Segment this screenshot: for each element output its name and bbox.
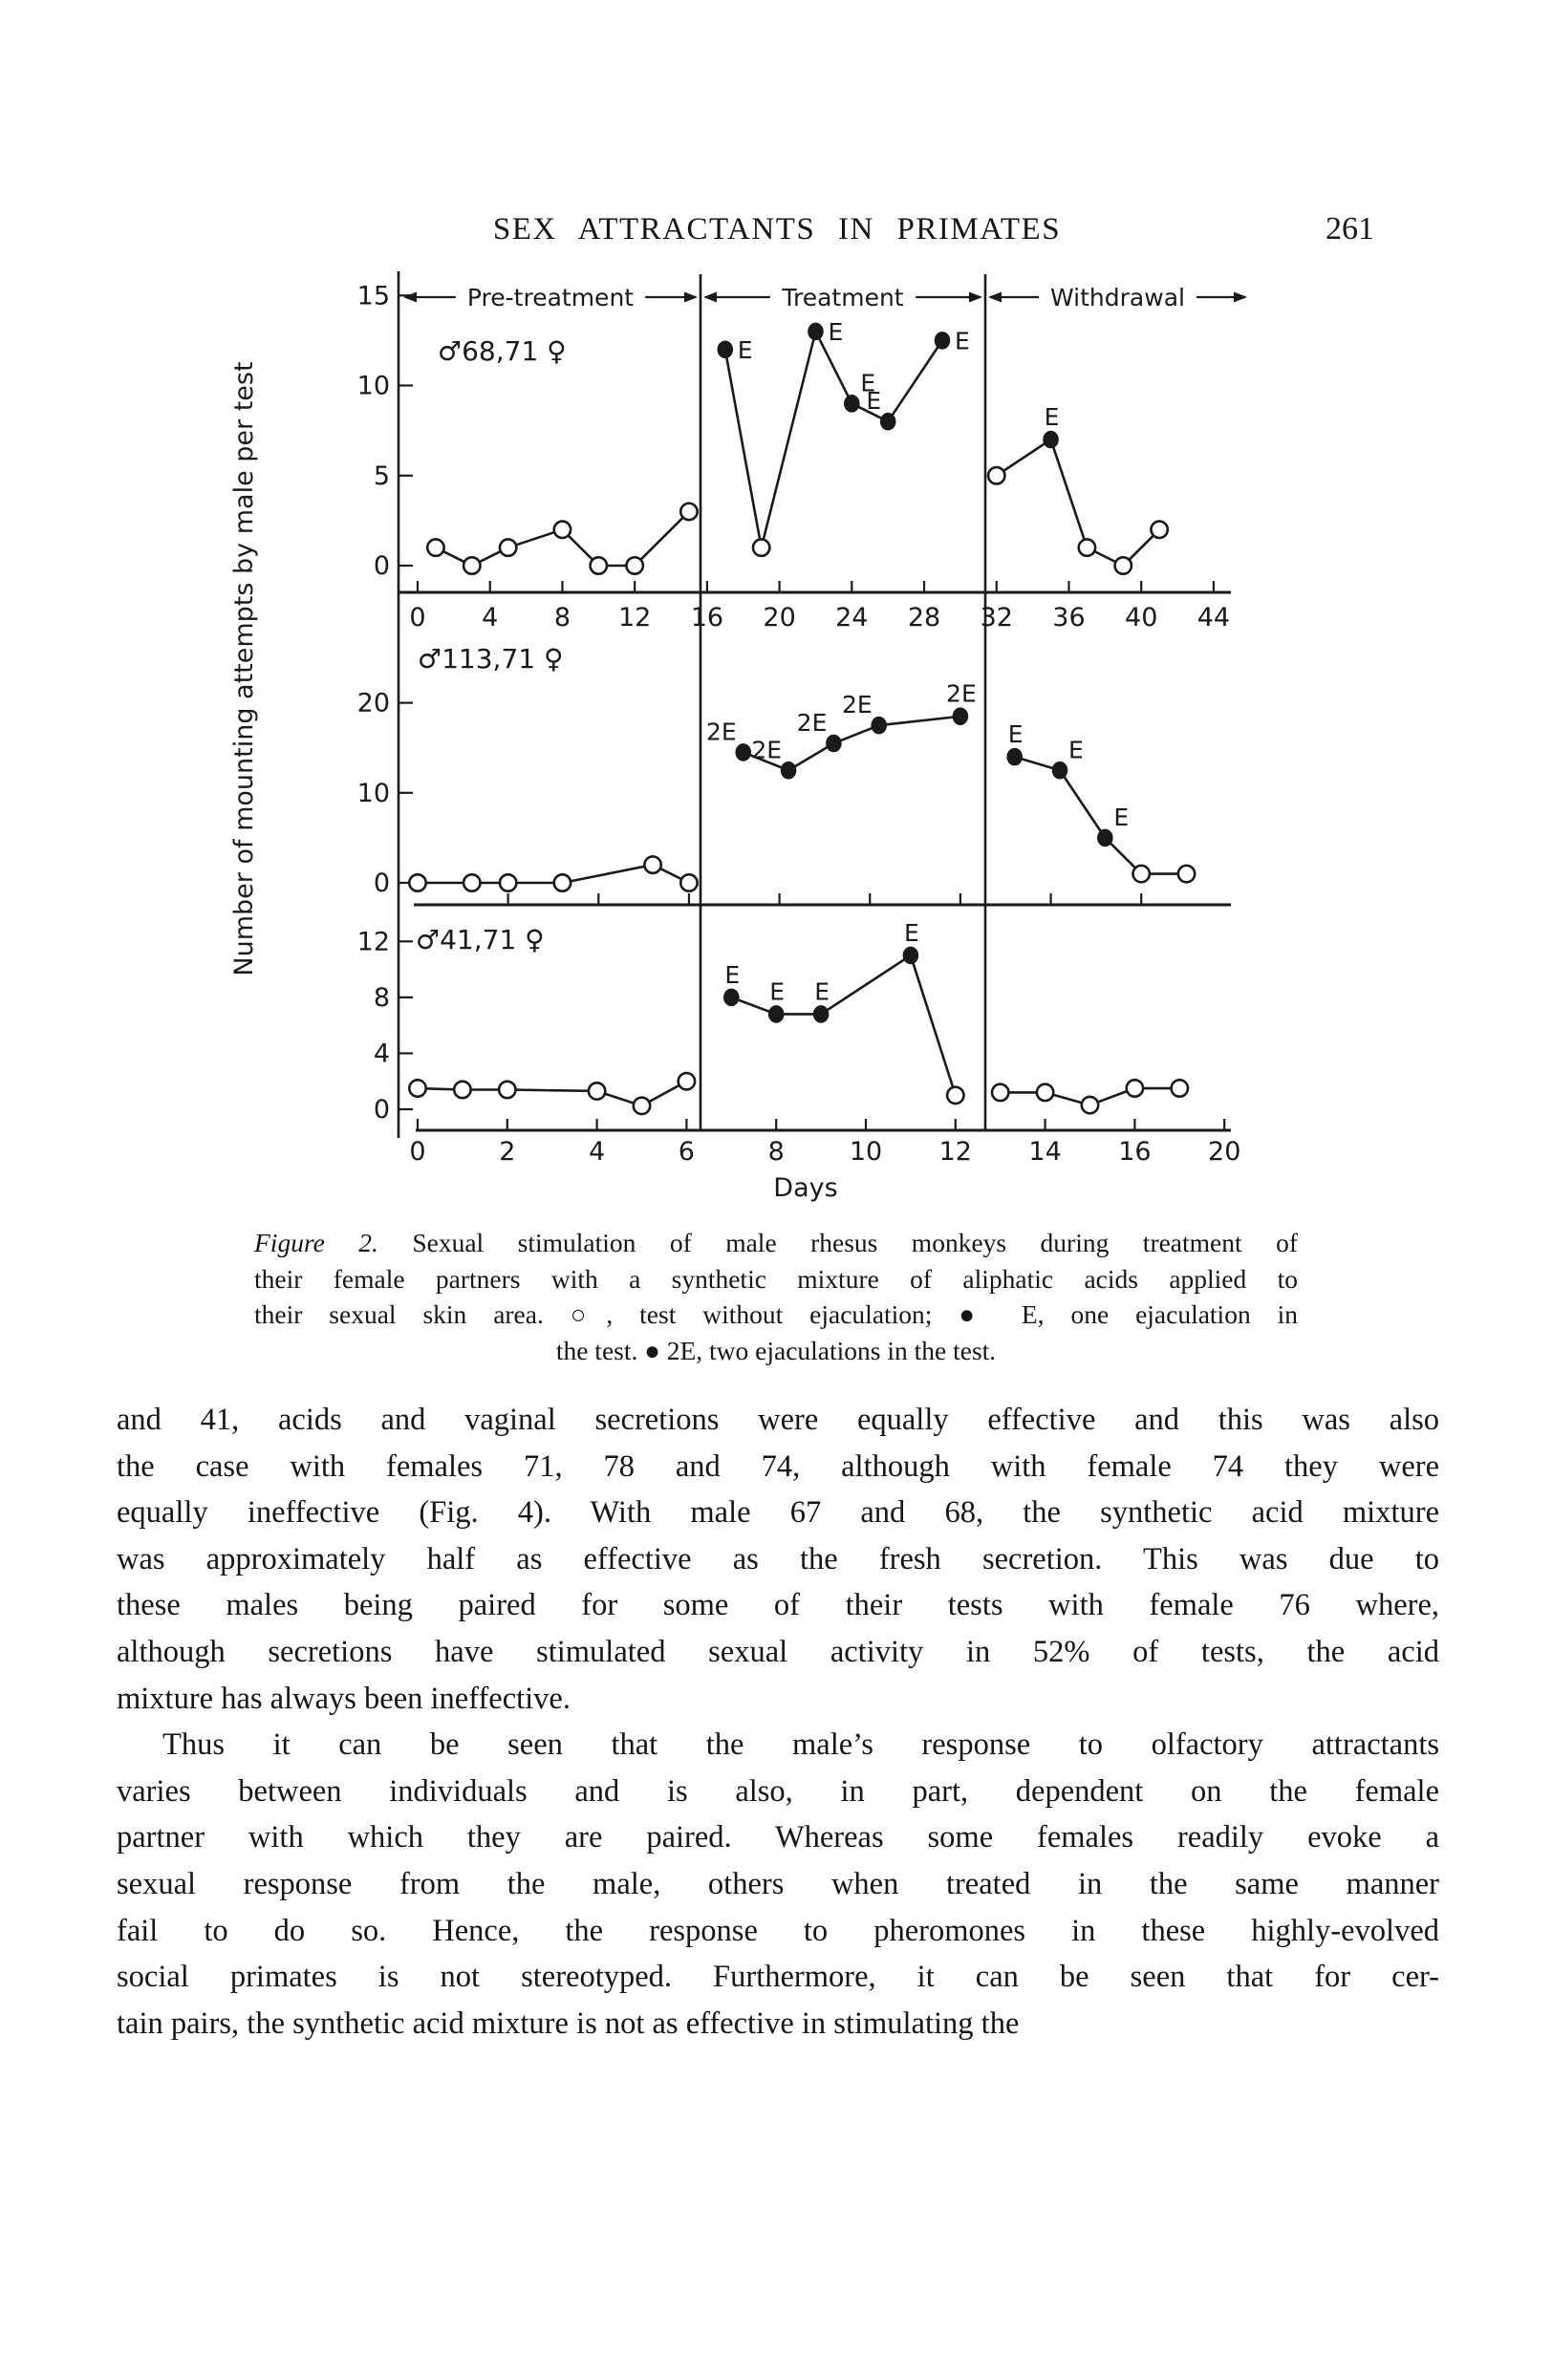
data-point-filled — [826, 735, 842, 753]
data-point-open — [1082, 1097, 1098, 1113]
y-tick-label: 12 — [356, 927, 390, 957]
point-label: 2E — [946, 679, 977, 708]
x-tick-label: 12 — [938, 1137, 972, 1167]
data-point-open — [1172, 1080, 1188, 1096]
point-label: E — [1007, 720, 1024, 749]
x-tick-label: 14 — [1028, 1137, 1062, 1167]
y-tick-label: 8 — [373, 982, 390, 1013]
x-tick-label: 4 — [482, 603, 499, 633]
data-point-open — [644, 856, 660, 872]
body-line: although secretions have stimulated sexual activity in 52% of tests, the acid — [117, 1634, 1439, 1669]
data-point-open — [499, 1082, 515, 1098]
body-line: Thus it can be seen that the male’s response to olfactory attractants — [162, 1727, 1439, 1763]
data-point-open — [679, 1073, 695, 1089]
x-tick-label: 20 — [763, 603, 796, 633]
y-tick-label: 0 — [373, 868, 390, 898]
phase-label: Treatment — [782, 284, 904, 311]
arrow-head-right — [684, 292, 698, 303]
body-line: the case with females 71, 78 and 74, although with female 74 they were — [117, 1448, 1439, 1484]
data-point-open — [1127, 1080, 1143, 1096]
data-point-open — [753, 539, 769, 555]
phase-label: Withdrawal — [1050, 284, 1185, 311]
data-point-open — [554, 874, 571, 890]
point-label: 2E — [751, 736, 783, 764]
x-tick-label: 8 — [553, 603, 571, 633]
point-label: E — [724, 960, 741, 989]
x-tick-label: 6 — [678, 1137, 695, 1167]
figure-2 — [220, 162, 1328, 1225]
pair-label: ♂68,71 ♀ — [438, 335, 567, 367]
data-point-open — [680, 504, 697, 520]
y-tick-label: 10 — [356, 371, 390, 401]
data-point-filled — [1006, 748, 1023, 766]
y-tick-label: 15 — [356, 281, 390, 311]
point-label: E — [860, 369, 876, 397]
data-point-filled — [808, 323, 824, 341]
caption-line: Figure 2. Sexual stimulation of male rhesus monkeys during treatment of — [254, 1228, 1298, 1257]
data-point-open — [1115, 557, 1132, 573]
data-point-open — [634, 1098, 650, 1114]
x-tick-label: 4 — [589, 1137, 606, 1167]
x-tick-label: 28 — [907, 603, 941, 633]
y-tick-label: 5 — [373, 461, 390, 491]
data-point-filled — [844, 395, 860, 413]
y-tick-label: 4 — [373, 1039, 390, 1069]
data-point-open — [1133, 866, 1150, 882]
body-line: and 41, acids and vaginal secretions were equally effective and this was also — [117, 1403, 1439, 1437]
y-tick-label: 0 — [373, 551, 390, 581]
x-tick-label: 40 — [1125, 603, 1158, 633]
arrow-head-left — [703, 292, 717, 303]
data-point-filled — [768, 1005, 785, 1023]
x-tick-label: 16 — [690, 603, 724, 633]
data-point-open — [463, 557, 480, 573]
figure-label: Figure 2. — [254, 1228, 378, 1257]
x-tick-label: 16 — [1118, 1137, 1152, 1167]
data-point-open — [1178, 866, 1195, 882]
y-tick-label: 20 — [356, 688, 390, 718]
point-label: E — [904, 918, 919, 947]
data-line — [1015, 757, 1187, 873]
caption-line: their female partners with a synthetic mixture of aliphatic acids applied to — [254, 1263, 1298, 1294]
data-point-open — [947, 1087, 963, 1104]
caption-line: their sexual skin area. ○, test without ejaculation; ● E, one ejaculation in — [254, 1299, 1298, 1329]
body-line: partner with which they are paired. Whereas some females readily evoke a — [117, 1820, 1439, 1855]
data-point-filled — [1043, 431, 1059, 449]
body-line: sexual response from the male, others when treated in the same manner — [117, 1866, 1439, 1901]
x-tick-label: 2 — [499, 1137, 516, 1167]
point-label: E — [769, 977, 786, 1006]
point-label: E — [866, 387, 882, 416]
body-line: these males being paired for some of their tests with female 76 where, — [117, 1588, 1439, 1623]
data-point-filled — [723, 989, 740, 1007]
data-point-open — [988, 467, 1004, 483]
point-label: 2E — [706, 718, 737, 746]
data-point-filled — [781, 761, 797, 780]
body-text — [117, 1397, 1439, 2047]
data-point-open — [589, 1083, 605, 1099]
data-point-open — [427, 539, 443, 555]
point-label: E — [828, 317, 844, 346]
data-point-filled — [1097, 829, 1113, 847]
body-line: fail to do so. Hence, the response to pheromones in these highly-evolved — [117, 1913, 1439, 1948]
data-point-filled — [718, 341, 734, 359]
data-point-filled — [880, 413, 896, 431]
data-point-filled — [735, 743, 751, 761]
data-point-filled — [871, 717, 887, 735]
data-point-open — [992, 1084, 1008, 1101]
body-paragraph — [117, 1397, 1439, 1722]
y-axis-title: Number of mounting attempts by male per test — [229, 361, 259, 976]
data-point-open — [680, 874, 697, 890]
body-line: tain pairs, the synthetic acid mixture is not as effective in stimulating the — [117, 2005, 1020, 2041]
x-tick-label: 0 — [409, 1137, 426, 1167]
arrow-head-right — [1234, 292, 1247, 303]
point-label: E — [814, 977, 830, 1006]
data-point-open — [454, 1082, 470, 1098]
data-point-open — [1079, 539, 1095, 555]
body-paragraph — [117, 1722, 1439, 2047]
point-label: E — [1068, 736, 1084, 764]
figure-2-caption — [254, 1225, 1298, 1368]
data-point-open — [463, 874, 480, 890]
pair-label: ♂41,71 ♀ — [416, 924, 545, 955]
phase-label: Pre-treatment — [466, 284, 635, 311]
body-line: mixture has always been ineffective. — [117, 1681, 571, 1716]
point-label: E — [1044, 403, 1060, 432]
running-head-title: SEX ATTRACTANTS IN PRIMATES — [492, 212, 1062, 247]
body-line: varies between individuals and is also, in part, dependent on the female — [117, 1773, 1439, 1809]
data-point-open — [1037, 1084, 1053, 1101]
x-tick-label: 44 — [1196, 603, 1231, 633]
point-label: E — [1113, 803, 1130, 831]
arrow-head-right — [969, 292, 982, 303]
body-line: equally ineffective (Fig. 4). With male 67 and 68, the synthetic acid mixture — [117, 1495, 1439, 1531]
page-number: 261 — [1326, 211, 1374, 247]
data-point-open — [409, 1080, 425, 1096]
x-tick-label: 10 — [849, 1137, 883, 1167]
data-point-open — [554, 522, 571, 538]
data-point-open — [409, 874, 425, 890]
data-point-filled — [1052, 761, 1068, 780]
x-tick-label: 8 — [767, 1137, 785, 1167]
point-label: E — [737, 335, 753, 364]
x-tick-label: 36 — [1052, 603, 1086, 633]
y-tick-label: 0 — [373, 1095, 390, 1125]
data-point-filled — [813, 1005, 830, 1023]
data-point-filled — [935, 332, 951, 350]
x-tick-label: 12 — [617, 603, 652, 633]
data-point-open — [626, 557, 642, 573]
point-label: E — [954, 327, 970, 355]
x-tick-label: 0 — [409, 603, 426, 633]
arrow-head-left — [988, 292, 1002, 303]
data-point-open — [500, 539, 516, 555]
data-point-filled — [903, 947, 919, 965]
data-point-filled — [953, 707, 969, 725]
point-label: 2E — [842, 691, 873, 719]
body-line: social primates is not stereotyped. Furthermore, it can be seen that for cer- — [117, 1960, 1439, 1995]
arrow-head-left — [403, 292, 417, 303]
data-point-open — [591, 557, 607, 573]
data-line — [731, 955, 956, 1095]
y-tick-label: 10 — [356, 778, 390, 808]
x-tick-label: 24 — [835, 603, 869, 633]
caption-line: the test. ● 2E, two ejaculations in the test. — [555, 1335, 997, 1365]
pair-label: ♂113,71 ♀ — [418, 643, 564, 675]
data-point-open — [500, 874, 516, 890]
body-line: was approximately half as effective as the fresh secretion. This was due to — [117, 1541, 1439, 1576]
data-point-open — [1151, 522, 1167, 538]
x-axis-title: Days — [773, 1173, 838, 1203]
figure-2-chart — [220, 162, 1328, 1225]
x-tick-label: 32 — [980, 603, 1013, 633]
point-label: 2E — [796, 708, 828, 737]
data-line — [725, 332, 942, 547]
x-tick-label: 20 — [1208, 1137, 1241, 1167]
